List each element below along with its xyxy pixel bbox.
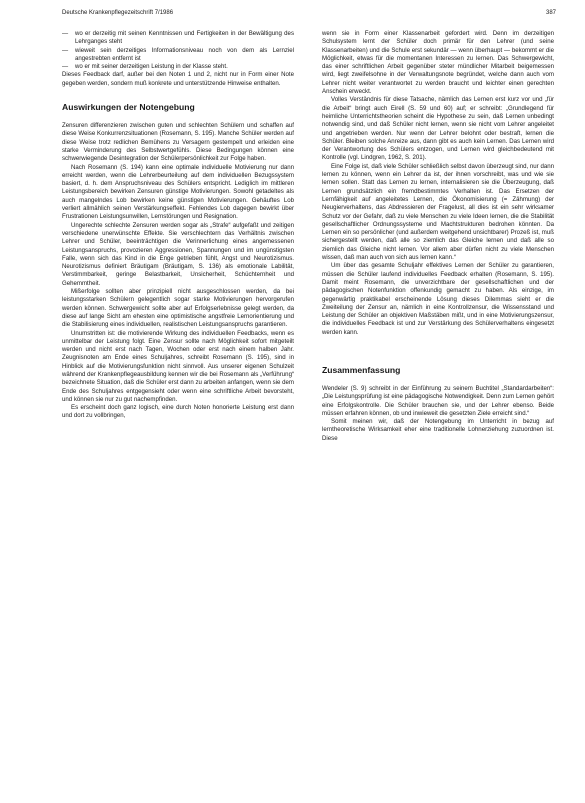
feedback-bullet-list [62,30,294,71]
paragraph: Ungerechte schlechte Zensuren werden sogar als „Strafe“ aufgefaßt und zeitigen verschiedene unerwünschte Effekte. Sie verschlechtern das Verhältnis zwischen Lehrer und Schüler, beeinträchtigen die Verinnerlichung eines angemessenen Leistungsanspruchs, provozieren Aggressionen, Spannungen und im ungünstigsten Falle, wenn sich das Kind in die Enge getrieben fühlt, Angst und Neurotizismus. Neurotizismus definiert Bräutigam (Bräutigam, S. 136) als emotionale Labilität, Verstimmbarkeit, geringe Belastbarkeit, Unsicherheit, Schüchternheit und Gehemmtheit. [62,221,294,287]
running-header [62,10,556,22]
paragraph: Volles Verständnis für diese Tatsache, nämlich das Lernen erst kurz vor und „für die Arbeit“ bringt auch Eirell (S. 59 und 60) auf; er schreibt: „Grundlegend für heimliche Unterrichtstheorien scheint die Hypothese zu sein, daß Lernen unbedingt notwendig sind, und daß Schüler nicht lernen, wenn sie nicht vom Lehrer angeleitet und angetrieben werden. Nur wenn der Lehrer belohnt oder bestraft, lernen die Schüler. Bleiben solche Anreize aus, dann gibt es auch kein Lernen. Das Lernen wird der Verantwortung des Schülers entzogen, und Lernen wird gleichbedeutend mit Kontrolle (vgl. Lindgren, 1962, S. 201). [322,96,554,162]
paragraph: Wendeler (S. 9) schreibt in der Einführung zu seinem Buchtitel „Standardarbeiten“: „Die Leistungsprüfung ist eine pädagogische Notwendigkeit. Denn zum Lernen gehört eine Erfolgskontrolle. Die Schüler brauchen sie, und der Lehrer ebenso. Beide müssen erfahren können, ob und inwieweit die gesetzten Ziele erreicht sind.“ [322,384,554,417]
bullet-item: — wo er mit seiner derzeitigen Leistung in der Klasse steht. [62,63,294,71]
bullet-item: — wo er derzeitig mit seinen Kenntnissen und Fertigkeiten in der Bewältigung des Lehrganges steht [62,30,294,47]
paragraph: Somit meinen wir, daß der Notengebung im Unterricht in bezug auf lerntheoretische Wirksamkeit eher eine traditionelle Lohnerziehung zuzuordnen ist. Diese [322,418,554,442]
paragraph: Dieses Feedback darf, außer bei den Noten 1 und 2, nicht nur in Form einer Note gegeben werden, sondern muß konkrete und unterstützende Hinweise enthalten. [62,71,294,87]
paragraph: Mißerfolge sollten aber prinzipiell nicht ausgeschlossen werden, da bei leistungsstarken Schülern gelegentlich sogar starke Motivierungen hervorgerufen werden können. Schwergewicht sollte aber auf Erfolgserlebnisse gelegt werden, da diese auf lange Sicht am ehesten eine optimistische angstfreie Lernorientierung und die Stabilisierung eines individuellen, realistischen Leistungsanspruchs garantieren. [62,288,294,329]
bullet-item: — wieweit sein derzeitiges Informationsniveau noch von dem als Lernziel angestrebten entfernt ist [62,47,294,64]
paragraph: Um über das gesamte Schuljahr effektives Lernen der Schüler zu garantieren, müssen die Schüler laufend individuelles Feedback erhalten (Rosemann, S. 195). Damit meint Rosemann, die unverzichtbare der gesellschaftlichen und der pädagogischen Notenfunktion offenkundig gemacht zu haben. Als einzige, im gegenwärtig praktikabel erscheinende Lösung dieses Dilemmas sieht er die Zweiteilung der Zensur an, nämlich in eine Kontrollzensur, die Wissensstand und Leistung der Schüler an objektiven Maßstäben mißt, und in eine Motivierungszensur, die individuelles Feedback ist und zur Verstärkung des Schülerverhaltens eingesetzt werden kann. [322,262,554,336]
paragraph: Unumstritten ist: die motivierende Wirkung des individuellen Feedbacks, wenn es unmittelbar der Leistung folgt. Eine Zensur sollte nach Möglichkeit sofort mitgeteilt werden und nicht erst nach Tagen, Wochen oder erst nach einem halben Jahr. Zeugnisnoten am Ende eines Schuljahres, schreibt Rosemann (S. 195), sind in Hinblick auf die Motivierungsfunktion nicht sinnvoll. Aus unserer eigenen Schulzeit während der Krankenpflegeausbildung kennen wir die bei Rosemann als „Verführung“ bezeichnete Situation, daß die Schüler erst dann zu arbeiten anfangen, wenn sie dem Ende des Schuljahres entgegensieht oder wenn eine schriftliche Arbeit bevorsteht, und können sie nur zu gut nachempfinden. [62,329,294,403]
page-number: 387 [545,10,556,16]
section-heading: Zusammenfassung [322,364,401,375]
paragraph: Es erscheint doch ganz logisch, eine durch Noten honorierte Leistung erst dann und dort zu vollbringen, [62,404,294,420]
left-column [62,30,294,421]
paragraph: Zensuren differenzieren zwischen guten und schlechten Schülern und schaffen auf diese Weise Konkurrenzsituationen (Rosemann, S. 195). Manche Schüler werden auf diese Weise trotz redlichen Bemühens zu Versagern gestempelt und erleiden eine starke Verminderung des Selbstwertgefühls. Diese Bedingungen können eine schwerwiegende Desintegration der Schülerpersönlichkeit zur Folge haben. [62,122,294,163]
section-heading: Auswirkungen der Notengebung [62,102,195,113]
right-column [322,30,554,443]
paragraph: Eine Folge ist, daß viele Schüler schließlich selbst davon überzeugt sind, nur dann lernen zu können, wenn ein Lehrer da ist, der ihnen vorschreibt, was und wie sie lernen sollen. Statt das Lernen zu lernen, internalisieren sie die Überzeugung, daß Lernen grundsätzlich ein fremdbestimmtes Verhalten ist. Das Ersetzen der Lernfähigkeit auf angeleitetes Lernen, die Ökonomisierung (= Zähmung) der Neugierverhaltens, das Abdressieren der Fragelust, all dies ist ein sehr wirksamer Schutz vor der Gefahr, daß zu viele Menschen zu viele Ideen lernen, die die Stabilität gesellschaftlicher Ordnungssysteme und Machtstrukturen bedrohen könnten. Da Lernen ein so persönlicher (und außerdem weitgehend unsichtbarer) Prozeß ist, muß sichergestellt werden, daß alle so ziemlich das Gleiche lernen und daß alle so ziemlich das Gleiche nicht lernen. Vor allem aber dürfen nicht zu viele Menschen wissen, daß man auch von sich aus lernen kann.“ [322,162,554,262]
paragraph: wenn sie in Form einer Klassenarbeit gefordert wird. Denn im derzeitigen Schulsystem lernt der Schüler doch primär für den Lehrer (und seine Klassenarbeiten) und die Schule erst sekundär — wenn überhaupt — bekommt er die Möglichkeit, etwas für die momentanen Interessen zu lernen. Das Schwergewicht, das einer schriftlichen Arbeit gegenüber steter mündlicher Mitarbeit beigemessen wird, liegt zweifelsohne in der Verwaltungsnote begründet, welche dann auch vom Lehrer nicht weiter verantwortet zu werden braucht und leichter einen gerechten Anschein erweckt. [322,30,554,96]
journal-title: Deutsche Krankenpflegezeitschrift 7/1986 [62,10,174,16]
paragraph: Nach Rosemann (S. 194) kann eine optimale individuelle Motivierung nur dann erreicht werden, wenn die Lehrerbeurteilung auf dem individuellen Bezugssystem basiert, d. h. dem Anspruchsniveau des Schülers entspricht. Lediglich im mittleren Leistungsbereich bewirken Zensuren günstige Motivierungen. Sowohl getadeltes als auch mangelndes Lob bewirken keine günstigen Motivierungen. Gehäuftes Lob verliert allmählich seinen Verstärkungseffekt. Fehlendes Lob dagegen bewirkt über Frustrationen Leistungsunwillen, Lernstörungen und Resignation. [62,163,294,221]
